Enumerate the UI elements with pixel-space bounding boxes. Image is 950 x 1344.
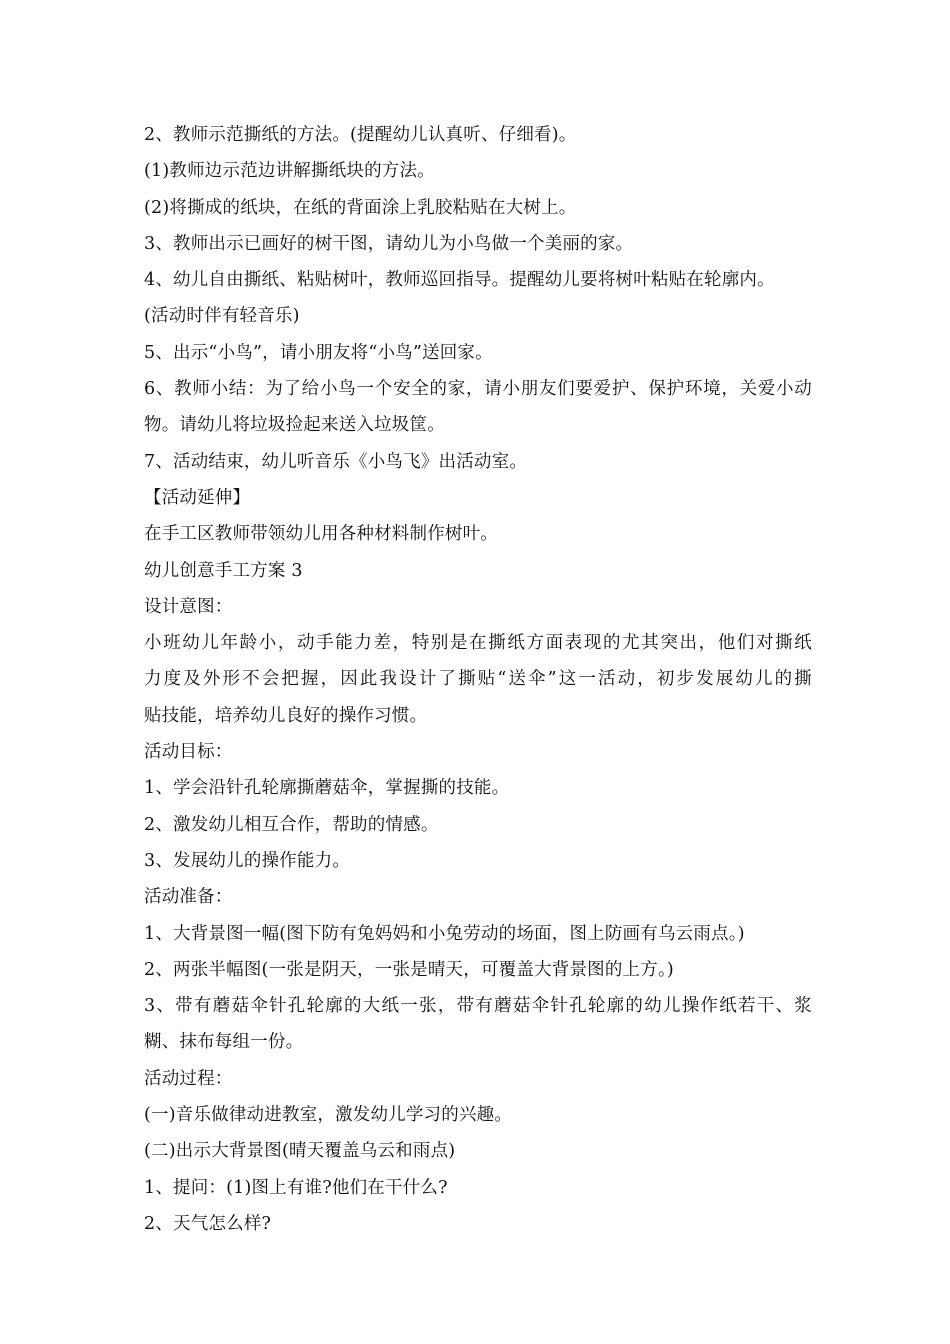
- text-line: 1、大背景图一幅(图下防有兔妈妈和小兔劳动的场面，图上防画有乌云雨点。): [144, 923, 745, 944]
- text-line: 5、出示“小鸟”，请小朋友将“小鸟”送回家。: [144, 342, 493, 363]
- section-heading: 活动过程：: [144, 1068, 233, 1089]
- text-line: 6、教师小结：为了给小鸟一个安全的家，请小朋友们要爱护、保护环境，关爱小动: [144, 379, 812, 400]
- text-line: 2、两张半幅图(一张是阴天，一张是晴天，可覆盖大背景图的上方。): [144, 959, 674, 980]
- text-line: 糊、抹布每组一份。: [144, 1032, 304, 1053]
- text-line: 1、学会沿针孔轮廓撕蘑菇伞，掌握撕的技能。: [144, 778, 510, 799]
- text-line: (1)教师边示范边讲解撕纸块的方法。: [144, 161, 435, 182]
- text-line: (一)音乐做律动进教室，激发幼儿学习的兴趣。: [144, 1105, 513, 1126]
- text-line: 贴技能，培养幼儿良好的操作习惯。: [144, 705, 428, 726]
- section-heading: 活动准备：: [144, 887, 233, 908]
- text-line: 物。请幼儿将垃圾捡起来送入垃圾筐。: [144, 415, 445, 436]
- section-heading: 【活动延伸】: [144, 487, 251, 508]
- text-line: 1、提问：(1)图上有谁?他们在干什么?: [144, 1177, 448, 1198]
- section-heading: 活动目标：: [144, 742, 233, 763]
- document-body: [144, 117, 812, 1242]
- section-title: 幼儿创意手工方案 3: [144, 560, 303, 581]
- text-line: (2)将撕成的纸块，在纸的背面涂上乳胶粘贴在大树上。: [144, 197, 577, 218]
- text-line: 2、天气怎么样?: [144, 1213, 272, 1234]
- text-line: 4、幼儿自由撕纸、粘贴树叶，教师巡回指导。提醒幼儿要将树叶粘贴在轮廓内。: [144, 270, 775, 291]
- text-line: 在手工区教师带领幼儿用各种材料制作树叶。: [144, 524, 498, 545]
- text-line: 3、发展幼儿的操作能力。: [144, 850, 351, 871]
- text-line: (活动时伴有轻音乐): [144, 306, 300, 327]
- text-line: 2、激发幼儿相互合作，帮助的情感。: [144, 814, 439, 835]
- text-line: 3、教师出示已画好的树干图，请幼儿为小鸟做一个美丽的家。: [144, 233, 634, 254]
- text-line: 3、带有蘑菇伞针孔轮廓的大纸一张，带有蘑菇伞针孔轮廓的幼儿操作纸若干、浆: [144, 996, 812, 1017]
- text-line: 小班幼儿年龄小，动手能力差，特别是在撕纸方面表现的尤其突出，他们对撕纸: [144, 633, 812, 654]
- text-line: 力度及外形不会把握，因此我设计了撕贴“送伞”这一活动，初步发展幼儿的撕: [144, 669, 812, 690]
- section-heading: 设计意图：: [144, 596, 233, 617]
- text-line: 7、活动结束，幼儿听音乐《小鸟飞》出活动室。: [144, 451, 528, 472]
- text-line: (二)出示大背景图(晴天覆盖乌云和雨点): [144, 1141, 456, 1162]
- text-line: 2、教师示范撕纸的方法。(提醒幼儿认真听、仔细看)。: [144, 125, 577, 145]
